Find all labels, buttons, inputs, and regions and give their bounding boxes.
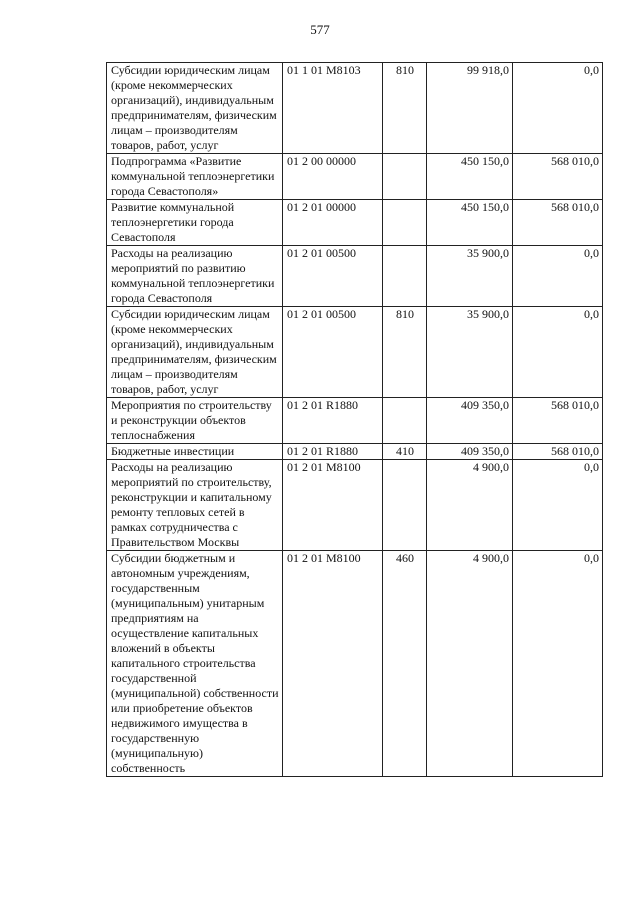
table-row (107, 246, 603, 307)
row-value-2: 0,0 (513, 551, 603, 777)
table-row (107, 154, 603, 200)
row-value-2: 0,0 (513, 246, 603, 307)
row-code: 01 2 01 М8100 (283, 460, 383, 551)
row-code: 01 2 01 R1880 (283, 444, 383, 460)
table-row (107, 200, 603, 246)
row-name: Расходы на реализацию мероприятий по развитию коммунальной теплоэнергетики города Севастополя (107, 246, 283, 307)
table-row (107, 398, 603, 444)
table-row (107, 444, 603, 460)
row-code: 01 2 00 00000 (283, 154, 383, 200)
row-value-1: 409 350,0 (427, 444, 513, 460)
row-name: Мероприятия по строительству и реконструкции объектов теплоснабжения (107, 398, 283, 444)
row-type (383, 154, 427, 200)
table-row (107, 63, 603, 154)
row-value-2: 568 010,0 (513, 444, 603, 460)
row-value-1: 35 900,0 (427, 307, 513, 398)
row-type (383, 398, 427, 444)
row-code: 01 2 01 00500 (283, 246, 383, 307)
row-name: Бюджетные инвестиции (107, 444, 283, 460)
row-value-1: 99 918,0 (427, 63, 513, 154)
row-type: 810 (383, 63, 427, 154)
table-row (107, 460, 603, 551)
budget-table (106, 62, 603, 777)
row-type: 460 (383, 551, 427, 777)
row-code: 01 2 01 М8100 (283, 551, 383, 777)
row-type (383, 460, 427, 551)
row-name: Расходы на реализацию мероприятий по строительству, реконструкции и капитальному ремонту тепловых сетей в рамках сотрудничества с Правительством Москвы (107, 460, 283, 551)
row-value-2: 568 010,0 (513, 154, 603, 200)
row-name: Развитие коммунальной теплоэнергетики города Севастополя (107, 200, 283, 246)
row-code: 01 2 01 R1880 (283, 398, 383, 444)
row-value-1: 35 900,0 (427, 246, 513, 307)
row-type (383, 200, 427, 246)
row-value-1: 450 150,0 (427, 200, 513, 246)
row-name: Субсидии бюджетным и автономным учреждениям, государственным (муниципальным) унитарным предприятиям на осуществление капитальных вложений в объекты капитального строительства государственной (муниципальной) собственности или приобретение объектов недвижимого имущества в государственную (муниципальную) собственность (107, 551, 283, 777)
row-name: Подпрограмма «Развитие коммунальной теплоэнергетики города Севастополя» (107, 154, 283, 200)
row-value-2: 568 010,0 (513, 200, 603, 246)
row-code: 01 1 01 М8103 (283, 63, 383, 154)
row-value-1: 450 150,0 (427, 154, 513, 200)
row-value-1: 4 900,0 (427, 551, 513, 777)
row-value-2: 568 010,0 (513, 398, 603, 444)
row-code: 01 2 01 00000 (283, 200, 383, 246)
row-name: Субсидии юридическим лицам (кроме некоммерческих организаций), индивидуальным предпринимателям, физическим лицам – производителям товаров, работ, услуг (107, 307, 283, 398)
row-name: Субсидии юридическим лицам (кроме некоммерческих организаций), индивидуальным предпринимателям, физическим лицам – производителям товаров, работ, услуг (107, 63, 283, 154)
row-value-2: 0,0 (513, 460, 603, 551)
page-number: 577 (310, 22, 330, 37)
row-value-2: 0,0 (513, 63, 603, 154)
row-value-2: 0,0 (513, 307, 603, 398)
table-row (107, 551, 603, 777)
table-row (107, 307, 603, 398)
row-code: 01 2 01 00500 (283, 307, 383, 398)
row-type: 810 (383, 307, 427, 398)
row-value-1: 4 900,0 (427, 460, 513, 551)
row-value-1: 409 350,0 (427, 398, 513, 444)
row-type: 410 (383, 444, 427, 460)
budget-table-body (107, 63, 603, 777)
row-type (383, 246, 427, 307)
